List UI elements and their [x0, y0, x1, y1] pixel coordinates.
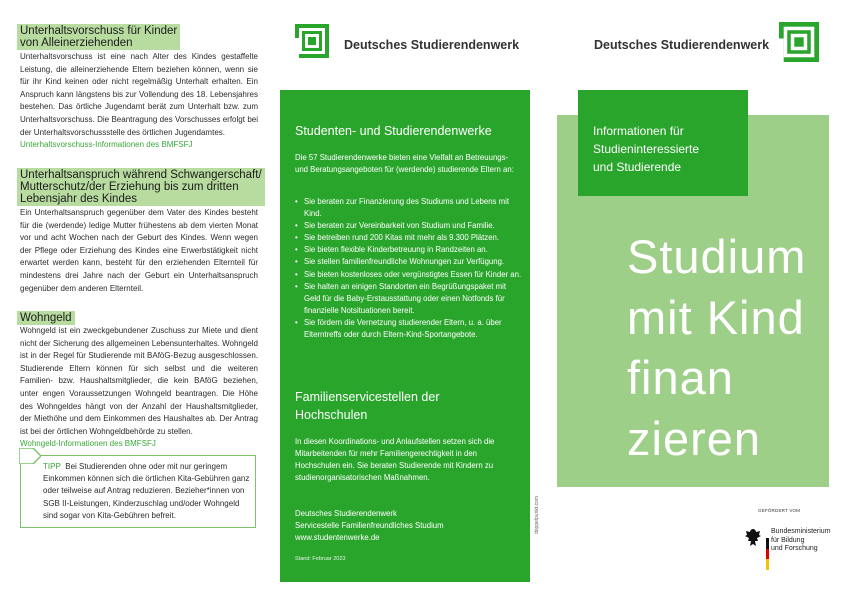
- tip-arrow-icon: [19, 448, 41, 464]
- intro-text: Die 57 Studierendenwerke bieten eine Vielfalt an Betreuungs- und Beratungsangeboten für (werdende) studierende Eltern an:: [295, 153, 514, 175]
- list-item: • Sie fördern die Vernetzung studierender Eltern, u. a. über Elterntreffs oder durch Eltern-Kind-Sportangebote.: [295, 317, 523, 341]
- stand-date: Stand: Februar 2023: [295, 556, 346, 562]
- tip-text: TIPP Bei Studierenden ohne oder mit nur geringem Einkommen können sich die örtlichen Kita-Gebühren ganz oder teilweise auf Antrag reduzieren. Bezieher*innen von SGB II-Leistungen, Kinderzuschlag und/oder Wohngeld sind sogar von Kita-Gebühren befreit.: [43, 462, 250, 520]
- contact-block: Deutsches Studierendenwerk Servicestelle Familienfreundliches Studium www.studentenwerke.de: [295, 508, 520, 544]
- dsw-logo-icon: [779, 22, 819, 62]
- section-body-unterhaltsanspruch: Ein Unterhaltsanspruch gegenüber dem Vater des Kindes besteht für die (werdende) ledige Mutter frühestens ab dem vierten Monat vor und acht Wochen nach der Geburt des Kindes. Wenn wegen der Pflege oder Erziehung des Kindes eine Erwerbstätigkeit nicht erwartet werden kann, besteht für den erziehenden Elternteil für mindestens drei Jahre nach der Geburt ein Unterhaltsanspruch gegenüber dem anderen Elternteil.: [20, 208, 258, 293]
- federal-eagle-icon: [744, 527, 762, 549]
- link-unterhaltsvorschuss-info[interactable]: Unterhaltsvorschuss-Informationen des BMFSFJ: [20, 140, 193, 150]
- design-credit: doppelpunkt.com: [534, 495, 540, 534]
- sponsor-label: GEFÖRDERT VOM: [758, 508, 801, 513]
- left-panel: [0, 0, 272, 595]
- brand-name-middle: Deutsches Studierendenwerk: [344, 38, 520, 52]
- list-item: • Sie betreiben rund 200 Kitas mit mehr als 9.300 Plätzen.: [295, 232, 523, 244]
- tip-box: [20, 455, 256, 528]
- brand-name-right: Deutsches Studierendenwerk: [594, 38, 770, 52]
- familienservice-text: In diesen Koordinations- und Anlaufstellen setzen sich die Mitarbeitenden für mehr Familiengerechtigkeit in den Hochschulen ein. Sie beraten Studierende mit Kindern zu studienorganisatorischen Maßnahmen.: [295, 437, 495, 483]
- list-item: • Sie halten an einigen Standorten ein Begrüßungspaket mit Geld für die Baby-Erstausstattung oder einen Notfonds für finanzielle Notsituationen bereit.: [295, 281, 523, 317]
- info-box: [578, 90, 748, 196]
- section-body-wohngeld: Wohngeld ist ein zweckgebundener Zuschuss zur Miete und dient nicht der Sicherung des allgemeinen Lebensunterhaltes. Wohngeld ist in der Regel für Studierende mit BAföG-Bezug ausgeschlossen. Studierende Eltern können für sich selbst und die weiteren Familien- bzw. Haushaltsmitglieder, die kein BAföG beziehen, unter engen Voraussetzungen Wohngeld beantragen. Die Höhe des Wohngeldes hängt von der Anzahl der Haushaltsmitglieder, der Miethöhe und dem Einkommen des Haushaltes ab. Der Antrag ist bei der örtlichen Wohngeldbehörde zu stellen. Wohngeld-Informationen des BMFSFJ: [20, 325, 258, 451]
- info-text: Informationen für Studieninteressierte und Studierende: [593, 124, 700, 174]
- section-heading-unterhaltsanspruch: Unterhaltsanspruch während Schwangerschaft/ Mutterschutz/der Erziehung bis zum dritten Lebensjahr des Kindes: [17, 168, 265, 206]
- link-wohngeld-info[interactable]: Wohngeld-Informationen des BMFSFJ: [20, 439, 156, 449]
- studierendenwerke-panel: [280, 90, 530, 582]
- list-item: • Sie stellen familienfreundliche Wohnungen zur Verfügung.: [295, 256, 523, 268]
- list-item: • Sie bieten kostenloses oder vergünstigtes Essen für Kinder an.: [295, 269, 523, 281]
- title-studierendenwerke: Studenten- und Studierendenwerke: [295, 124, 492, 138]
- dsw-logo-icon: [295, 24, 329, 58]
- list-item: • Sie beraten zur Vereinbarkeit von Studium und Familie.: [295, 220, 523, 232]
- title-familienservicestellen: Familienservicestellen der Hochschulen: [295, 390, 440, 422]
- website-link[interactable]: www.studentenwerke.de: [295, 533, 380, 543]
- list-item: • Sie beraten zur Finanzierung des Studiums und Lebens mit Kind.: [295, 196, 523, 220]
- section-heading-wohngeld: Wohngeld: [17, 311, 75, 325]
- ministry-name: Bundesministerium für Bildung und Forschung: [771, 528, 831, 553]
- section-body-unterhaltsvorschuss: Unterhaltsvorschuss ist eine nach Alter des Kindes gestaffelte Leistung, die alleinerziehende Eltern beziehen können, wenn sie für ihr Kind keinen oder nicht regelmäßig Unterhalt erhalten. Ein Anspruch kann längstens bis zur Vollendung des 18. Lebensjahres bestehen. Das örtliche Jugendamt berät zum Unterhalt bzw. zum Unterhaltsvorschuss. Die Beantragung des Vorschusses erfolgt bei der Unterhaltsvorschussstelle des örtlichen Jugendamtes. Unterhaltsvorschuss-Informationen des BMFSFJ: [20, 51, 258, 152]
- main-title: Studium mit Kind finan zieren: [627, 230, 807, 465]
- german-flag-icon: [766, 538, 769, 570]
- section-heading-unterhaltsvorschuss: Unterhaltsvorschuss für Kinder von Alleinerziehenden: [17, 24, 180, 50]
- list-item: • Sie bieten flexible Kinderbetreuung in Randzeiten an.: [295, 244, 523, 256]
- offers-list: [295, 196, 523, 341]
